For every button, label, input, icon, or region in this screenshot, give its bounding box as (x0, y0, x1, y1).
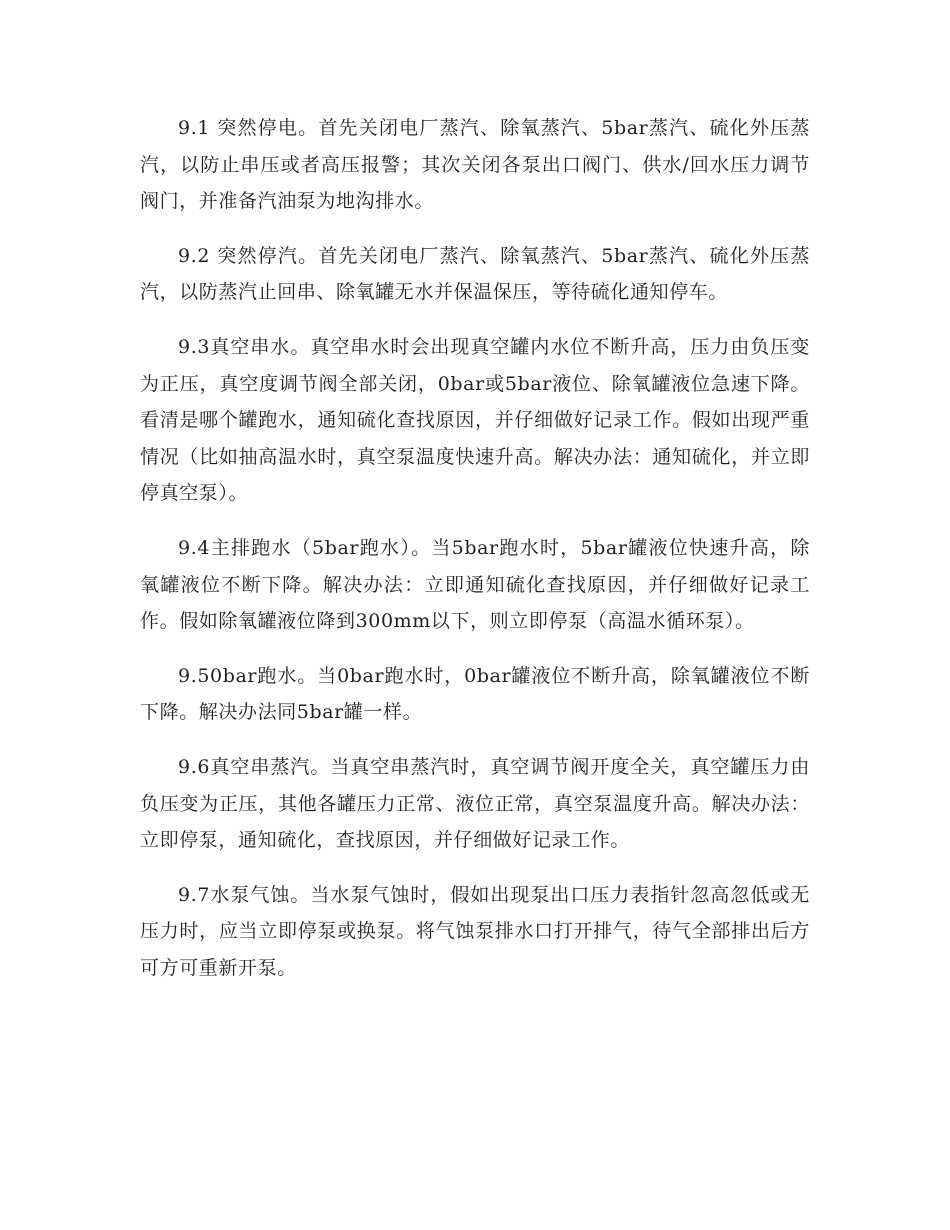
paragraph-9-4: 9.4主排跑水（5bar跑水）。当5bar跑水时，5bar罐液位快速升高，除氧罐液位不断下降。解决办法：立即通知硫化查找原因，并仔细做好记录工作。假如除氧罐液位降到300mm以下，则立即停泵（高温水循环泵）。 (140, 536, 810, 633)
paragraph-9-5: 9.50bar跑水。当0bar跑水时，0bar罐液位不断升高，除氧罐液位不断下降。解决办法同5bar罐一样。 (140, 664, 810, 724)
document-body (140, 110, 810, 1004)
paragraph-9-6: 9.6真空串蒸汽。当真空串蒸汽时，真空调节阀开度全关，真空罐压力由负压变为正压，其他各罐压力正常、液位正常，真空泵温度升高。解决办法：立即停泵，通知硫化，查找原因，并仔细做好记录工作。 (140, 755, 810, 852)
paragraph-9-1: 9.1 突然停电。首先关闭电厂蒸汽、除氧蒸汽、5bar蒸汽、硫化外压蒸汽，以防止串压或者高压报警；其次关闭各泵出口阀门、供水/回水压力调节阀门，并准备汽油泵为地沟排水。 (140, 117, 810, 213)
paragraph-9-7: 9.7水泵气蚀。当水泵气蚀时，假如出现泵出口压力表指针忽高忽低或无压力时，应当立即停泵或换泵。将气蚀泵排水口打开排气，待气全部排出后方可方可重新开泵。 (140, 883, 810, 979)
paragraph-9-2: 9.2 突然停汽。首先关闭电厂蒸汽、除氧蒸汽、5bar蒸汽、硫化外压蒸汽，以防蒸汽止回串、除氧罐无水并保温保压，等待硫化通知停车。 (140, 244, 810, 304)
paragraph-9-3: 9.3真空串水。真空串水时会出现真空罐内水位不断升高，压力由负压变为正压，真空度调节阀全部关闭，0bar或5bar液位、除氧罐液位急速下降。看清是哪个罐跑水，通知硫化查找原因，并仔细做好记录工作。假如出现严重情况（比如抽高温水时，真空泵温度快速升高。解决办法：通知硫化，并立即停真空泵）。 (140, 335, 810, 505)
